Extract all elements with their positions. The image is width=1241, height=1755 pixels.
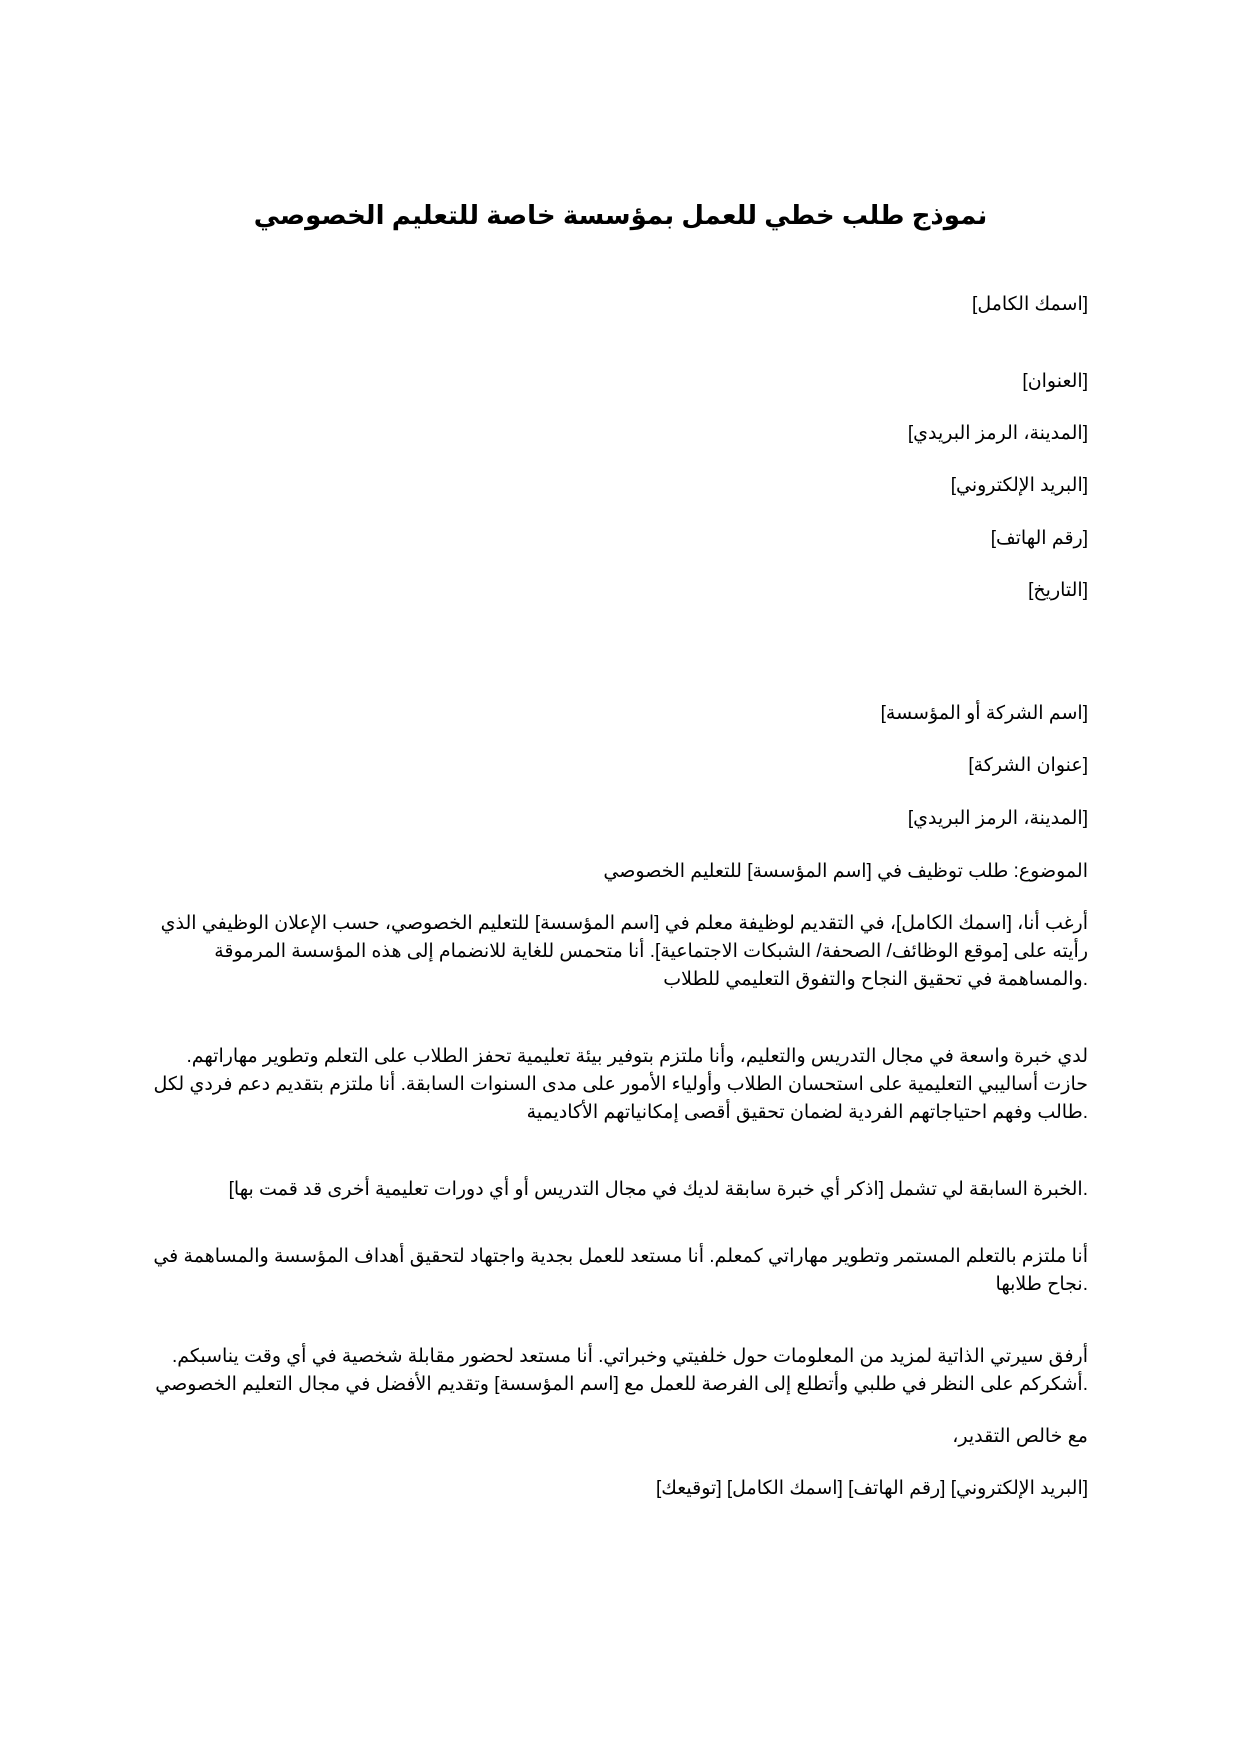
sender-phone: [رقم الهاتف] (990, 528, 1088, 549)
body-paragraph-1 (148, 910, 1088, 994)
body-paragraph-5 (148, 1343, 1088, 1399)
paragraph-line: حازت أساليبي التعليمية على استحسان الطلاب وأولياء الأمور على مدى السنوات السابقة. أنا ملتزم بتقديم دعم فردي لكل (153, 1074, 1088, 1095)
paragraph-line: .نجاح طلابها (995, 1274, 1088, 1295)
body-paragraph-2 (148, 1043, 1088, 1127)
paragraph-line: .طالب وفهم احتياجاتهم الفردية لضمان تحقيق أقصى إمكانياتهم الأكاديمية (526, 1102, 1088, 1123)
recipient-address: [عنوان الشركة] (968, 755, 1088, 776)
letter-signature: [البريد الإلكتروني] [رقم الهاتف] [اسمك الكامل] [توقيعك] (655, 1478, 1088, 1499)
paragraph-line: أنا ملتزم بالتعلم المستمر وتطوير مهاراتي كمعلم. أنا مستعد للعمل بجدية واجتهاد لتحقيق أهداف المؤسسة والمساهمة في (153, 1246, 1088, 1267)
paragraph-line: لدي خبرة واسعة في مجال التدريس والتعليم، وأنا ملتزم بتوفير بيئة تعليمية تحفز الطلاب على التعلم وتطوير مهاراتهم. (186, 1046, 1088, 1067)
paragraph-line: .والمساهمة في تحقيق النجاح والتفوق التعليمي للطلاب (663, 969, 1088, 990)
paragraph-line: أرفق سيرتي الذاتية لمزيد من المعلومات حول خلفيتي وخبراتي. أنا مستعد لحضور مقابلة شخصية في أي وقت يناسبكم. (171, 1346, 1088, 1367)
paragraph-line: .أشكركم على النظر في طلبي وأتطلع إلى الفرصة للعمل مع [اسم المؤسسة] وتقديم الأفضل في مجال التعليم الخصوصي (155, 1374, 1088, 1395)
letter-subject: الموضوع: طلب توظيف في [اسم المؤسسة] للتعليم الخصوصي (603, 861, 1088, 882)
letter-date: [التاريخ] (1028, 580, 1088, 601)
body-paragraph-4 (148, 1243, 1088, 1299)
sender-email: [البريد الإلكتروني] (950, 475, 1088, 496)
paragraph-line: .الخبرة السابقة لي تشمل [اذكر أي خبرة سابقة لديك في مجال التدريس أو أي دورات تعليمية أخرى قد قمت بها] (228, 1179, 1088, 1200)
paragraph-line: رأيته على [موقع الوظائف/ الصحفة/ الشبكات الاجتماعية]. أنا متحمس للغاية للانضمام إلى هذه المؤسسة المرموقة (214, 941, 1088, 962)
sender-city-postal: [المدينة، الرمز البريدي] (907, 423, 1088, 444)
body-paragraph-3 (148, 1176, 1088, 1204)
letter-closing: مع خالص التقدير، (952, 1426, 1088, 1447)
recipient-city-postal: [المدينة، الرمز البريدي] (907, 808, 1088, 829)
paragraph-line: أرغب أنا، [اسمك الكامل]، في التقديم لوظيفة معلم في [اسم المؤسسة] للتعليم الخصوصي، حسب الإعلان الوظيفي الذي (160, 913, 1088, 934)
recipient-company: [اسم الشركة أو المؤسسة] (880, 703, 1088, 724)
page-title: نموذج طلب خطي للعمل بمؤسسة خاصة للتعليم الخصوصي (253, 200, 988, 230)
sender-name: [اسمك الكامل] (972, 294, 1088, 315)
sender-address: [العنوان] (1022, 371, 1088, 392)
